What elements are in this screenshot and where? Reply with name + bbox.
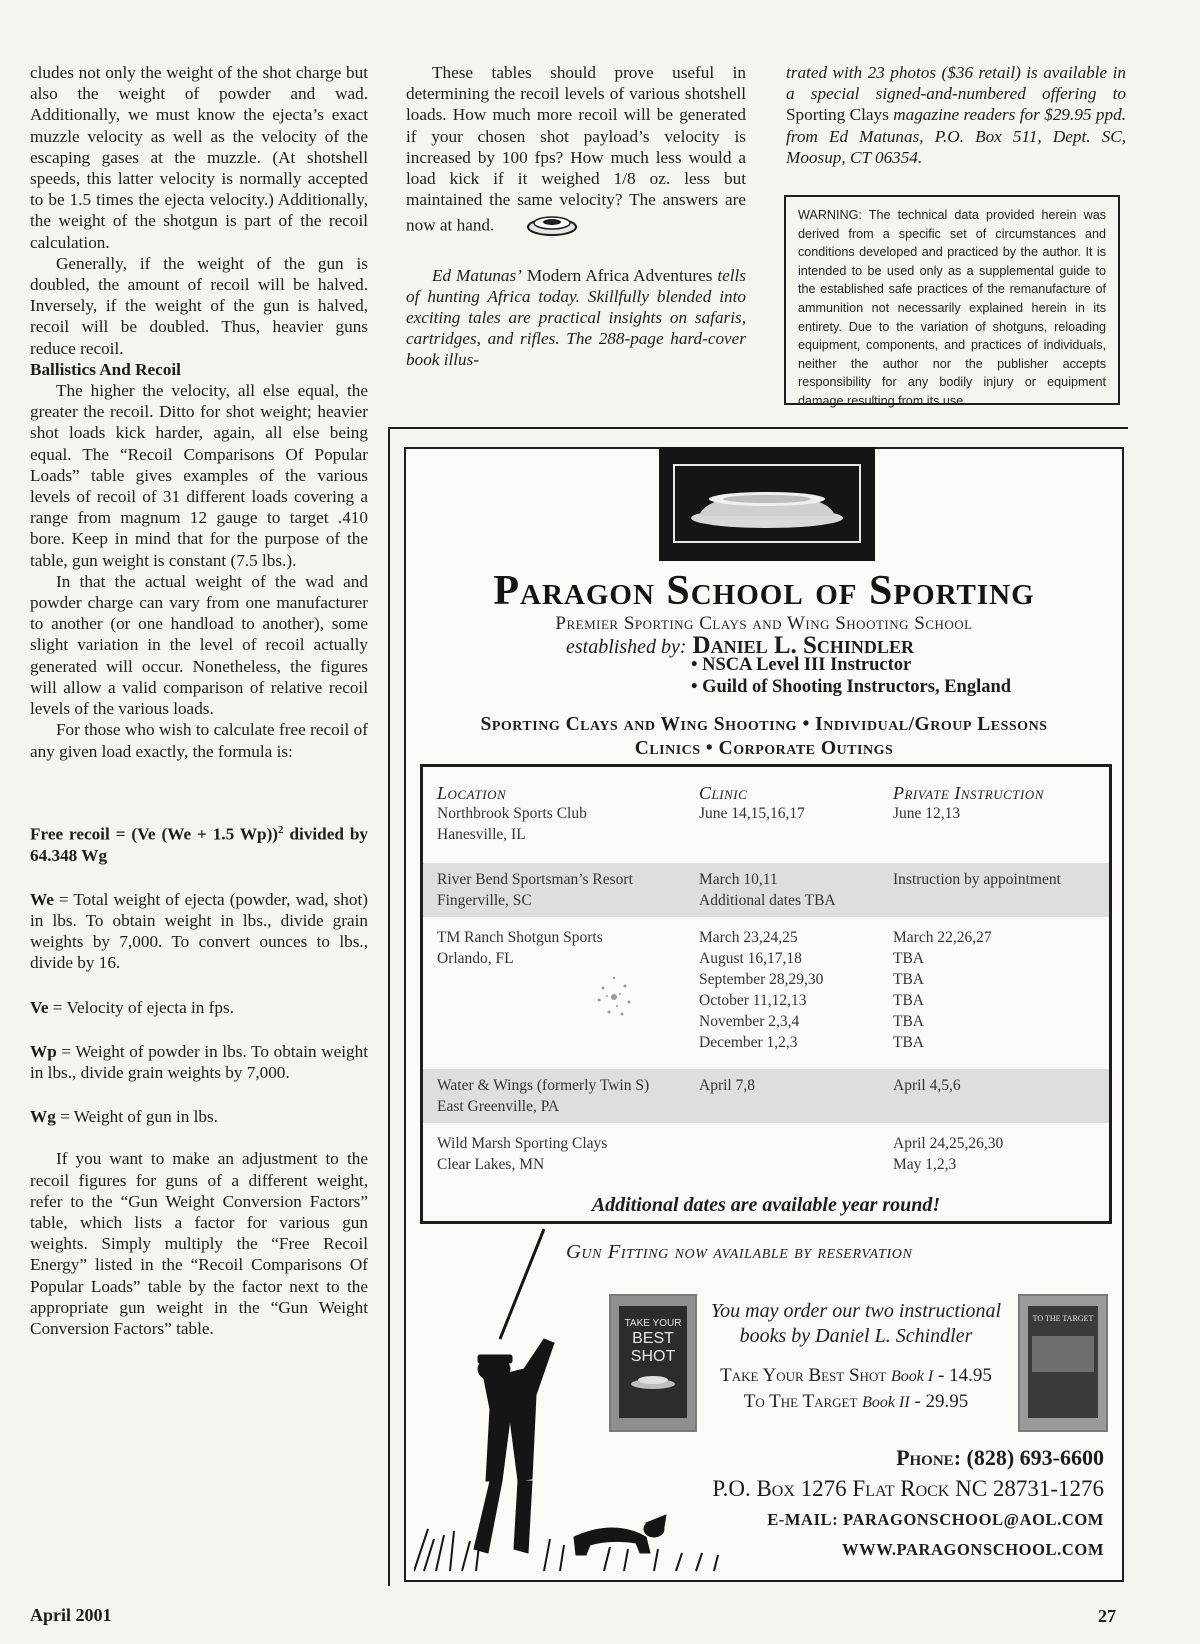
paragraph: If you want to make an adjustment to the recoil figures for guns of a different weight, refer to the “Gun Weight Conversion Factors” table, which lists a factor for various gun weights. Simply multiply the “Free Recoil Energy” listed in the “Recoil Comparisons Of Popular Loads” table by the factor next to the appropriate gun weight in the “Gun Weight Conversion Factors” table.: [30, 1149, 368, 1339]
article-column-2: [406, 62, 746, 371]
recoil-formula: Free recoil = (Ve (We + 1.5 Wp))$^2$ divided by 64.348 Wg: [30, 823, 368, 865]
definition-wg: Wg = Weight of gun in lbs.: [30, 1107, 218, 1127]
clay-target-icon: [500, 210, 578, 243]
definition-wp: Wp = Weight of powder in lbs. To obtain weight in lbs., divide grain weights by 7,000.: [30, 1041, 368, 1083]
paragraph: In that the actual weight of the wad and powder charge can vary from one manufacturer to another (or one handload to another), some slight variation in the level of recoil actually generated will occur. Nonetheless, the figures will allow a valid comparison of relative recoil levels of the various loads.: [30, 571, 368, 719]
table-cell: June 14,15,16,17: [699, 805, 805, 822]
column-header: Location: [437, 783, 507, 803]
book-offer: To The Target Book II - 29.95: [743, 1391, 969, 1412]
article-column-3: [786, 62, 1126, 168]
definition-we: We = Total weight of ejecta (powder, wad, shot) in lbs. To obtain weight in lbs., divide grain weights by 7,000. To convert ounces to lbs., divide by 16.: [30, 889, 368, 973]
mailing-address: P.O. Box 1276 Flat Rock NC 28731-1276: [712, 1476, 1104, 1501]
paragon-advertisement: [404, 447, 1124, 1582]
phone-number: Phone: (828) 693-6600: [896, 1445, 1104, 1470]
book-cover-to-the-target: [1018, 1294, 1108, 1432]
credential-item: • NSCA Level III Instructor: [691, 655, 912, 675]
table-cell: April 4,5,6: [893, 1077, 961, 1094]
books-intro: You may order our two instructional books by Daniel L. Schindler: [710, 1300, 1002, 1347]
founder-line: established by: Daniel L. Schindler: [566, 632, 914, 659]
book-cover-text: TAKE YOUR: [624, 1318, 682, 1329]
book-cover-text: SHOT: [630, 1348, 676, 1365]
author-bio: Ed Matunas’ Modern Africa Adventures tells of hunting Africa today. Skillfully blended into exciting tales are practical insights on safaris, cartridges, and rifles. The 288-page hard-cover book illus-: [406, 265, 746, 370]
column-header: Clinic: [699, 783, 748, 803]
clay-target-icon: [675, 466, 859, 541]
ad-title: Paragon School of Sporting: [493, 568, 1035, 614]
paragraph: The higher the velocity, all else equal, the greater the recoil. Ditto for shot weight; heavier shot loads kick harder, again, all else being equal. The “Recoil Comparisons Of Popular Loads” table gives examples of the various levels of recoil of 31 different loads covering a range from magnum 12 gauge to target .410 bore. Keep in mind that for the purpose of the table, gun weight is constant (7.5 lbs.).: [30, 381, 368, 570]
book-offer: Take Your Best Shot Book I - 14.95: [720, 1365, 992, 1386]
credential-item: • Guild of Shooting Instructors, England: [691, 677, 1012, 697]
paragraph: Generally, if the weight of the gun is doubled, the amount of recoil will be halved. Inversely, if the weight of the gun is halved, recoil will be doubled. Thus, heavier guns reduce recoil.: [30, 253, 368, 358]
section-heading: Ballistics And Recoil: [30, 359, 181, 379]
book-cover-text: TO THE TARGET: [1032, 1314, 1094, 1323]
article-column-1: [30, 62, 368, 1339]
website-link: WWW.PARAGONSCHOOL.COM: [842, 1540, 1104, 1559]
gun-fitting-note: Gun Fitting now available by reservation: [566, 1241, 913, 1263]
clay-target-icon: [629, 1372, 677, 1390]
ad-logo: [659, 447, 875, 561]
table-row: [423, 863, 1109, 917]
page-number: 27: [1098, 1606, 1116, 1626]
table-row: [423, 917, 1109, 1069]
schedule-table: [420, 764, 1112, 1224]
table-cell: April 24,25,26,30 May 1,2,3: [893, 1135, 1004, 1173]
services-line: Clinics • Corporate Outings: [634, 738, 894, 759]
ad-subtitle: Premier Sporting Clays and Wing Shooting School: [555, 613, 973, 634]
schedule-footnote: Additional dates are available year round!: [591, 1194, 941, 1216]
divider: [388, 427, 1128, 429]
table-row: [423, 1123, 1109, 1193]
table-row: [423, 1069, 1109, 1123]
column-header: Private Instruction: [893, 783, 1044, 803]
table-cell: TM Ranch Shotgun Sports Orlando, FL: [437, 929, 603, 967]
email-address: E-MAIL: PARAGONSCHOOL@AOL.COM: [767, 1510, 1104, 1529]
table-cell: Water & Wings (formerly Twin S) East Greenville, PA: [437, 1077, 650, 1115]
definition-ve: Ve = Velocity of ejecta in fps.: [30, 997, 234, 1017]
warning-box: WARNING: The technical data provided herein was derived from a specific set of circumstances and conditions developed and practiced by the author. It is intended to be used only as a supplemental guide to the established safe practices of the remanufacture of ammunition not necessarily explained herein in its entirety. Due to the variation of shotguns, reloading equipment, components, and practices of individuals, neither the author nor the publisher accepts responsibility for any bodily injury or equipment damage resulting from its use.: [784, 195, 1120, 405]
services-line: Sporting Clays and Wing Shooting • Individual/Group Lessons: [480, 714, 1048, 735]
table-cell: March 10,11 Additional dates TBA: [699, 871, 836, 909]
table-cell: April 7,8: [699, 1077, 755, 1094]
table-cell: River Bend Sportsman’s Resort Fingerville, SC: [437, 871, 633, 909]
table-cell: Northbrook Sports Club Hanesville, IL: [437, 805, 587, 843]
book-cover-text: BEST: [632, 1330, 674, 1347]
table-cell: Instruction by appointment: [893, 871, 1061, 888]
book-cover-take-your-best-shot: [609, 1294, 697, 1432]
divider: [388, 427, 390, 1586]
paragraph: For those who wish to calculate free recoil of any given load exactly, the formula is:: [30, 720, 368, 761]
author-bio-continued: trated with 23 photos ($36 retail) is available in a special signed-and-numbered offering to Sporting Clays magazine readers for $29.95 ppd. from Ed Matunas, P.O. Box 511, Dept. SC, Moosup, CT 06354.: [786, 63, 1127, 167]
table-cell: March 23,24,25 August 16,17,18 September 28,29,30 October 11,12,13 November 2,3,4 December 1,2,3: [699, 929, 824, 1051]
table-cell: March 22,26,27 TBA TBA TBA TBA TBA: [893, 929, 992, 1051]
paragraph: cludes not only the weight of the shot charge but also the weight of powder and wad. Additionally, we must know the ejecta’s exact muzzle velocity as well as the velocity of the escaping gases at the muzzle. (At shotshell speeds, this latter velocity is normally accepted to be 1.5 times the ejecta velocity.) Additionally, the weight of the shotgun is part of the recoil calculation.: [30, 63, 368, 252]
table-row: [423, 767, 1109, 863]
table-cell: June 12,13: [893, 805, 961, 822]
firework-icon: [589, 970, 639, 1024]
paragraph: These tables should prove useful in determining the recoil levels of various shotshell loads. How much more recoil will be generated if your chosen shot payload’s velocity is increased by 100 fps? How much less would a load kick if it weighed 1/8 oz. less but maintained the same velocity? The answers are now at hand.: [406, 62, 746, 244]
table-cell: Wild Marsh Sporting Clays Clear Lakes, MN: [437, 1135, 608, 1173]
issue-date: April 2001: [30, 1605, 112, 1625]
book-cover-photo: [1032, 1336, 1094, 1372]
